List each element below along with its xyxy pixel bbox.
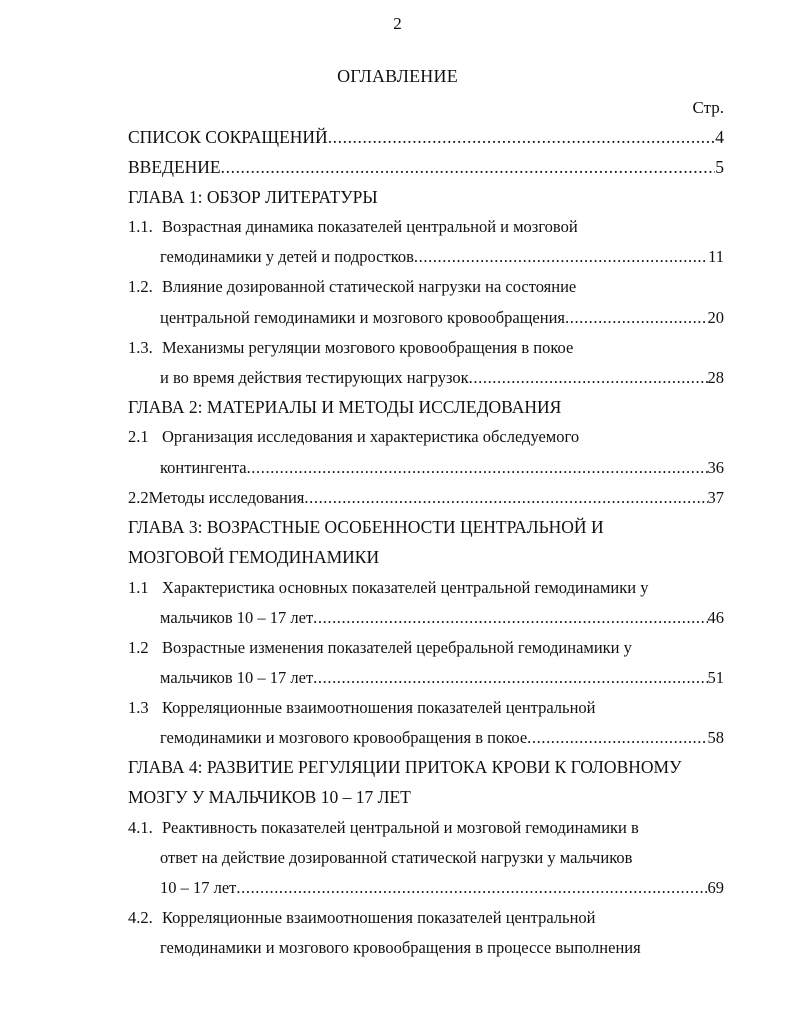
toc-entry-abbreviations — [128, 125, 724, 149]
toc-chapter-3-line1: ГЛАВА 3: ВОЗРАСТНЫЕ ОСОБЕННОСТИ ЦЕНТРАЛЬНОЙ И — [128, 517, 604, 537]
toc-section-4-1-line1 — [128, 816, 724, 840]
toc-section-1-3-line2 — [160, 366, 724, 390]
entry-text: контингента — [160, 458, 247, 477]
toc-entry-introduction — [128, 155, 724, 179]
section-number: 1.3. — [128, 338, 153, 357]
toc-section-4-1-line2: ответ на действие дозированной статической нагрузки у мальчиков — [160, 848, 633, 867]
entry-text: Влияние дозированной статической нагрузки на состояние — [162, 277, 577, 296]
entry-page: 5 — [715, 157, 724, 177]
page-number: 2 — [393, 14, 402, 33]
entry-page: 11 — [708, 247, 724, 266]
toc-section-3-3-line2 — [160, 726, 724, 750]
entry-text: Корреляционные взаимоотношения показателей центральной — [162, 698, 596, 717]
section-number: 2.2 — [128, 488, 149, 507]
toc-section-1-2-line2 — [160, 306, 724, 330]
entry-text: гемодинамики и мозгового кровообращения в покое — [160, 728, 528, 747]
dot-leader — [313, 606, 707, 630]
toc-section-4-1-line3 — [160, 876, 724, 900]
entry-text: 10 – 17 лет — [160, 878, 237, 897]
entry-text: мальчиков 10 – 17 лет — [160, 668, 314, 687]
entry-page: 36 — [707, 458, 724, 477]
dot-leader — [469, 366, 708, 390]
toc-section-1-1-line1 — [128, 215, 724, 239]
section-number: 4.2. — [128, 908, 153, 927]
section-number: 1.2 — [128, 638, 149, 657]
toc-section-3-1-line2 — [160, 606, 724, 630]
toc-section-3-2-line2 — [160, 666, 724, 690]
toc-section-4-2-line1 — [128, 906, 724, 930]
dot-leader — [236, 876, 707, 900]
toc-chapter-4-line1: ГЛАВА 4: РАЗВИТИЕ РЕГУЛЯЦИИ ПРИТОКА КРОВИ К ГОЛОВНОМУ — [128, 757, 682, 777]
entry-page: 28 — [707, 368, 724, 387]
dot-leader — [247, 456, 708, 480]
page-column-label: Стр. — [692, 98, 724, 117]
dot-leader — [527, 726, 707, 750]
dot-leader — [221, 155, 716, 179]
toc-section-2-2 — [128, 486, 724, 510]
dot-leader — [414, 245, 708, 269]
section-number: 2.1 — [128, 427, 149, 446]
entry-text: Реактивность показателей центральной и мозговой гемодинамики в — [162, 818, 639, 837]
entry-text: Характеристика основных показателей центральной гемодинамики у — [162, 578, 649, 597]
entry-page: 51 — [707, 668, 724, 687]
toc-section-3-3-line1 — [128, 696, 724, 720]
entry-text: и во время действия тестирующих нагрузок — [160, 368, 469, 387]
toc-chapter-4-line2: МОЗГУ У МАЛЬЧИКОВ 10 – 17 ЛЕТ — [128, 787, 411, 807]
entry-text: ВВЕДЕНИЕ — [128, 157, 221, 177]
entry-page: 4 — [715, 127, 724, 147]
entry-text: Организация исследования и характеристика обследуемого — [162, 427, 580, 446]
dot-leader — [328, 125, 716, 149]
section-number: 1.2. — [128, 277, 153, 296]
dot-leader — [565, 306, 708, 330]
entry-page: 58 — [707, 728, 724, 747]
toc-section-3-2-line1 — [128, 636, 724, 660]
dot-leader — [313, 666, 707, 690]
toc-section-1-2-line1 — [128, 275, 724, 299]
entry-text: СПИСОК СОКРАЩЕНИЙ — [128, 127, 328, 147]
entry-text: Корреляционные взаимоотношения показателей центральной — [162, 908, 596, 927]
toc-section-2-1-line2 — [160, 456, 724, 480]
entry-text: гемодинамики у детей и подростков — [160, 247, 414, 266]
entry-text: центральной гемодинамики и мозгового кровообращения — [160, 308, 565, 327]
section-number: 4.1. — [128, 818, 153, 837]
entry-text: Возрастная динамика показателей центральной и мозговой — [162, 217, 578, 236]
toc-chapter-2: ГЛАВА 2: МАТЕРИАЛЫ И МЕТОДЫ ИССЛЕДОВАНИЯ — [128, 397, 562, 417]
section-number: 1.1. — [128, 217, 153, 236]
entry-page: 37 — [707, 488, 724, 507]
toc-chapter-3-line2: МОЗГОВОЙ ГЕМОДИНАМИКИ — [128, 547, 380, 567]
entry-page: 46 — [707, 608, 724, 627]
entry-text: мальчиков 10 – 17 лет — [160, 608, 314, 627]
section-number: 1.1 — [128, 578, 149, 597]
dot-leader — [304, 486, 707, 510]
toc-section-4-2-line2: гемодинамики и мозгового кровообращения в процессе выполнения — [160, 938, 641, 957]
toc-section-1-1-line2 — [160, 245, 724, 269]
toc-section-2-1-line1 — [128, 425, 724, 449]
entry-page: 20 — [707, 308, 724, 327]
toc-section-1-3-line1 — [128, 336, 724, 360]
toc-title: ОГЛАВЛЕНИЕ — [337, 66, 458, 86]
entry-text: Методы исследования — [148, 488, 305, 507]
toc-chapter-1: ГЛАВА 1: ОБЗОР ЛИТЕРАТУРЫ — [128, 187, 378, 207]
toc-section-3-1-line1 — [128, 576, 724, 600]
entry-text: Механизмы регуляции мозгового кровообращения в покое — [162, 338, 574, 357]
section-number: 1.3 — [128, 698, 149, 717]
entry-page: 69 — [707, 878, 724, 897]
entry-text: Возрастные изменения показателей церебральной гемодинамики у — [162, 638, 632, 657]
